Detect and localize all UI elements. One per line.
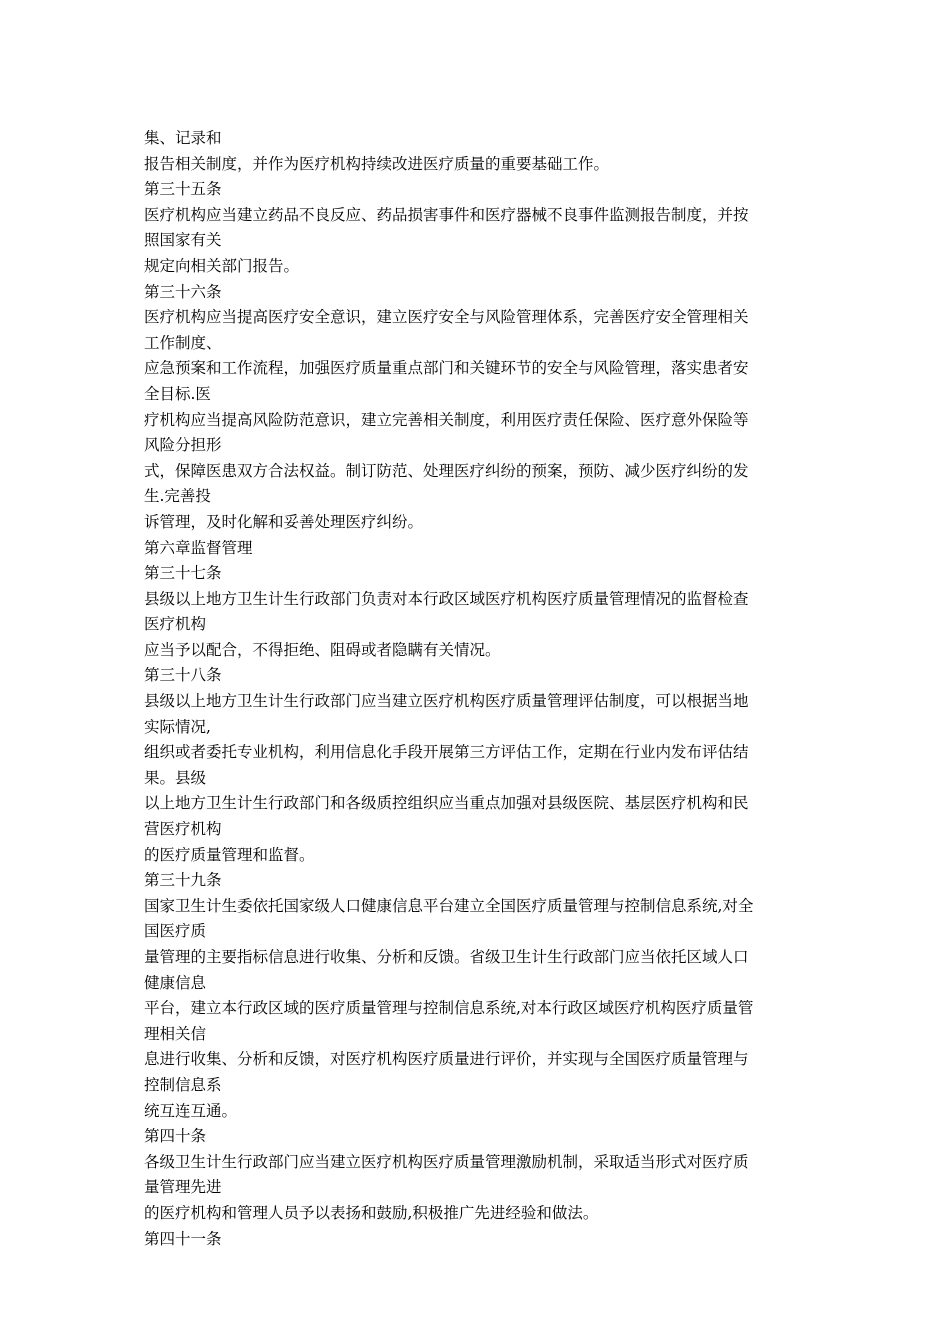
text-line: 医疗机构应当提高医疗安全意识，建立医疗安全与风险管理体系，完善医疗安全管理相关 — [144, 308, 749, 327]
text-line: 以上地方卫生计生行政部门和各级质控组织应当重点加强对县级医院、基层医疗机构和民 — [144, 794, 749, 813]
article-heading: 第三十五条 — [144, 180, 222, 199]
chapter-heading: 第六章监督管理 — [144, 538, 253, 557]
text-line: 的医疗机构和管理人员予以表扬和鼓励,积极推广先进经验和做法。 — [144, 1203, 599, 1222]
text-line: 照国家有关 — [144, 231, 222, 250]
text-line: 实际情况, — [144, 717, 211, 736]
article-heading: 第三十八条 — [144, 666, 222, 685]
text-line: 生.完善投 — [144, 487, 211, 506]
text-line: 的医疗质量管理和监督。 — [144, 845, 315, 864]
text-line: 诉管理，及时化解和妥善处理医疗纠纷。 — [144, 512, 424, 531]
text-line: 控制信息系 — [144, 1075, 222, 1094]
text-line: 组织或者委托专业机构，利用信息化手段开展第三方评估工作，定期在行业内发布评估结 — [144, 743, 749, 762]
text-line: 报告相关制度，并作为医疗机构持续改进医疗质量的重要基础工作。 — [144, 154, 610, 173]
text-line: 营医疗机构 — [144, 820, 222, 839]
text-line: 疗机构应当提高风险防范意识，建立完善相关制度，利用医疗责任保险、医疗意外保险等 — [144, 410, 749, 429]
text-line: 息进行收集、分析和反馈，对医疗机构医疗质量进行评价，并实现与全国医疗质量管理与 — [144, 1050, 749, 1069]
text-line: 工作制度、 — [144, 333, 222, 352]
article-heading: 第三十六条 — [144, 282, 222, 301]
text-line: 理相关信 — [144, 1024, 207, 1043]
text-line: 全目标.医 — [144, 384, 211, 403]
text-line: 统互连互通。 — [144, 1101, 238, 1120]
text-line: 应急预案和工作流程，加强医疗质量重点部门和关键环节的安全与风险管理，落实患者安 — [144, 359, 749, 378]
text-line: 风险分担形 — [144, 436, 222, 455]
text-line: 果。县级 — [144, 768, 207, 787]
text-line: 应当予以配合，不得拒绝、阻碍或者隐瞒有关情况。 — [144, 640, 501, 659]
text-line: 各级卫生计生行政部门应当建立医疗机构医疗质量管理激励机制，采取适当形式对医疗质 — [144, 1152, 749, 1171]
article-heading: 第四十条 — [144, 1127, 207, 1146]
article-heading: 第四十一条 — [144, 1229, 222, 1248]
article-heading: 第三十七条 — [144, 564, 222, 583]
text-line: 国家卫生计生委依托国家级人口健康信息平台建立全国医疗质量管理与控制信息系统,对全 — [144, 896, 754, 915]
text-line: 县级以上地方卫生计生行政部门负责对本行政区域医疗机构医疗质量管理情况的监督检查 — [144, 589, 749, 608]
text-line: 规定向相关部门报告。 — [144, 256, 300, 275]
text-line: 量管理先进 — [144, 1178, 222, 1197]
text-line: 医疗机构应当建立药品不良反应、药品损害事件和医疗器械不良事件监测报告制度，并按 — [144, 205, 749, 224]
text-line: 国医疗质 — [144, 922, 207, 941]
article-heading: 第三十九条 — [144, 871, 222, 890]
text-line: 式，保障医患双方合法权益。制订防范、处理医疗纠纷的预案，预防、减少医疗纠纷的发 — [144, 461, 749, 480]
document-body — [144, 126, 812, 1252]
text-line: 量管理的主要指标信息进行收集、分析和反馈。省级卫生计生行政部门应当依托区域人口 — [144, 948, 749, 966]
text-line: 医疗机构 — [144, 615, 207, 634]
text-line: 健康信息 — [144, 973, 207, 992]
text-line: 县级以上地方卫生计生行政部门应当建立医疗机构医疗质量管理评估制度，可以根据当地 — [144, 692, 749, 711]
text-line: 集、记录和 — [144, 129, 222, 147]
text-line: 平台，建立本行政区域的医疗质量管理与控制信息系统,对本行政区域医疗机构医疗质量管 — [144, 999, 754, 1018]
